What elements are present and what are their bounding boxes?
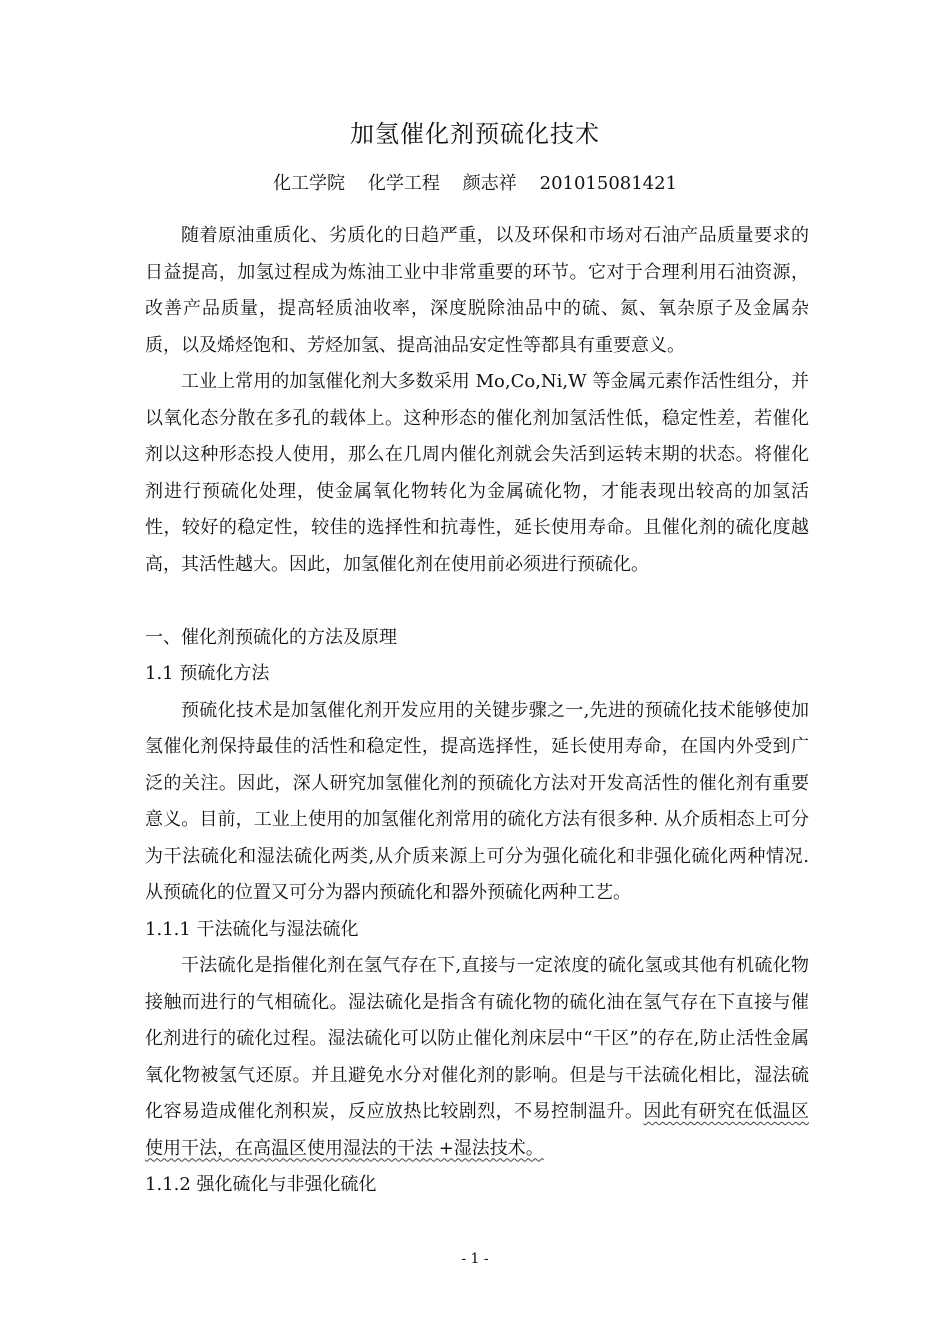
- paragraph-dry-wet-text: 干法硫化是指催化剂在氢气存在下,直接与一定浓度的硫化氢或其他有机硫化物接触而进行的气相硫化。湿法硫化是指含有硫化物的硫化油在氢气存在下直接与催化剂进行的硫化过程。湿法硫化可以防止催化剂床层中“干区”的存在,防止活性金属氧化物被氢气还原。并且避免水分对催化剂的影响。但是与干法硫化相比，湿法硫化容易造成催化剂积炭，反应放热比较剧烈，不易控制温升。: [145, 955, 809, 1122]
- document-title: 加氢催化剂预硫化技术: [350, 120, 600, 148]
- paragraph-dry-wet: [145, 948, 809, 1167]
- paragraph-presulfiding-methods: 预硫化技术是加氢催化剂开发应用的关键步骤之一,先进的预硫化技术能够使加氢催化剂保持最佳的活性和稳定性，提高选择性，延长使用寿命，在国内外受到广泛的关注。因此，深人研究加氢催化剂的预硫化方法对开发高活性的催化剂有重要意义。目前，工业上使用的加氢催化剂常用的硫化方法有很多种. 从介质相态上可分为干法硫化和湿法硫化两类,从介质来源上可分为强化硫化和非强化硫化两种情况. 从预硫化的位置又可分为器内预硫化和器外预硫化两种工艺。: [145, 699, 809, 903]
- heading-1-1: 1.1 预硫化方法: [145, 663, 270, 684]
- heading-section-1: 一、催化剂预硫化的方法及原理: [145, 626, 397, 648]
- marked-text: 因此有研究在低温区使用干法，在高温区使用湿法的干法 +湿法技术。: [145, 1101, 810, 1159]
- heading-1-1-2: 1.1.2 强化硫化与非强化硫化: [145, 1174, 377, 1195]
- paragraph-catalyst-state: 工业上常用的加氢催化剂大多数采用 Mo,Co,Ni,W 等金属元素作活性组分，并以氧化态分散在多孔的载体上。这种形态的催化剂加氢活性低，稳定性差，若催化剂以这种形态投人使用，那么在几周内催化剂就会失活到运转末期的状态。将催化剂进行预硫化处理，使金属氧化物转化为金属硫化物，才能表现出较高的加氢活性，较好的稳定性，较佳的选择性和抗毒性，延长使用寿命。且催化剂的硫化度越高，其活性越大。因此，加氢催化剂在使用前必须进行预硫化。: [145, 371, 809, 575]
- paragraph-intro: 随着原油重质化、劣质化的日趋严重，以及环保和市场对石油产品质量要求的日益提高，加氢过程成为炼油工业中非常重要的环节。它对于合理利用石油资源，改善产品质量，提高轻质油收率，深度脱除油品中的硫、氮、氧杂原子及金属杂质，以及烯烃饱和、芳烃加氢、提高油品安定性等都具有重要意义。: [145, 225, 809, 356]
- section-gap: [145, 583, 809, 620]
- author-line: 化工学院 化学工程 颜志祥 201015081421: [272, 173, 678, 194]
- document-body: [145, 218, 809, 1204]
- page-number: - 1 -: [461, 1251, 489, 1267]
- heading-1-1-1: 1.1.1 干法硫化与湿法硫化: [145, 918, 359, 940]
